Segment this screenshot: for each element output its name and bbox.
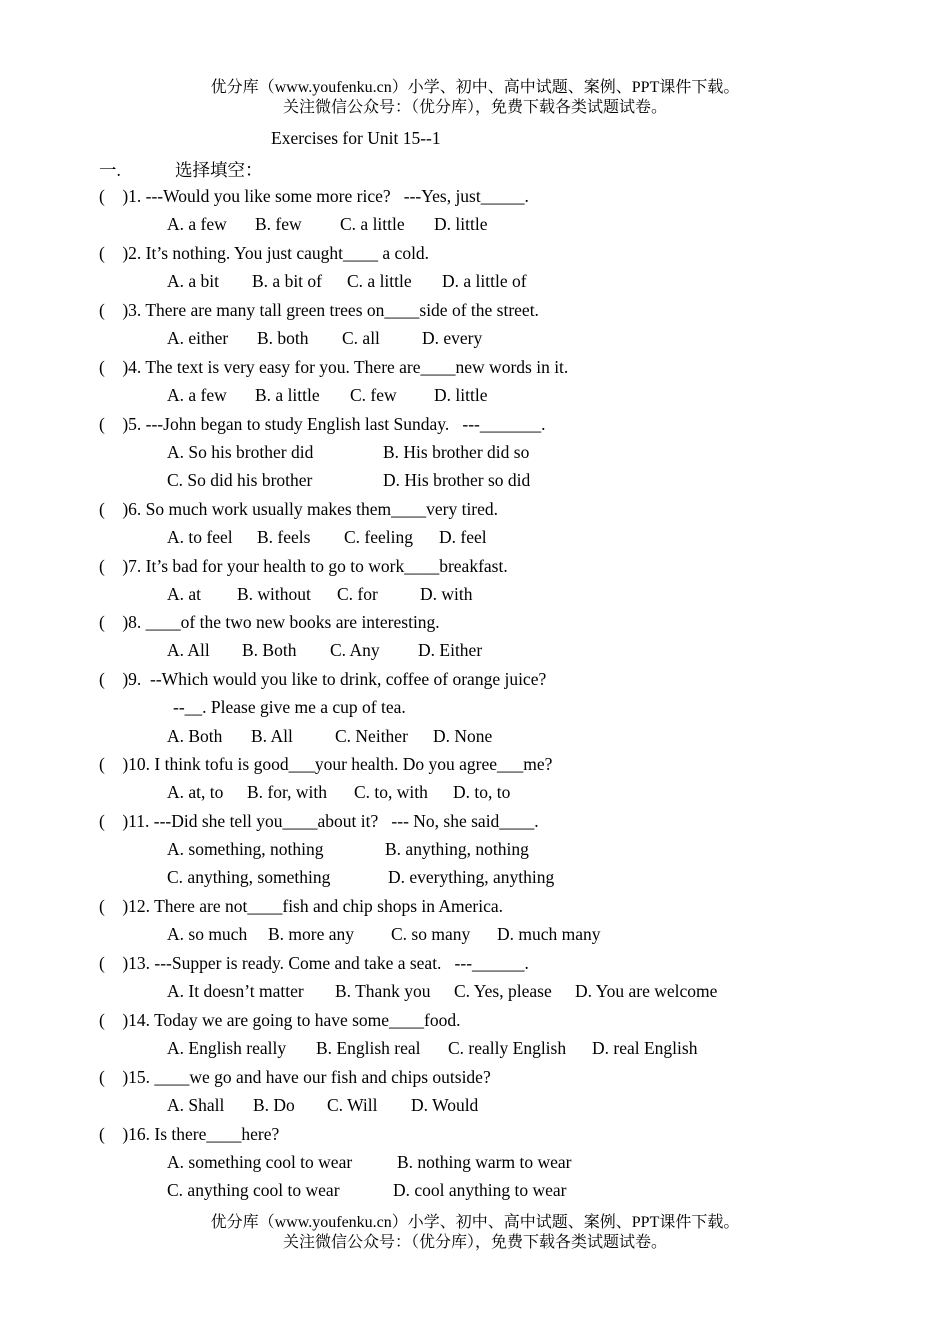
question-1: ( )1. ---Would you like some more rice? ---Yes, just_____. [99, 186, 529, 206]
option-b: B. English real [316, 1038, 421, 1058]
option-d: D. a little of [442, 271, 527, 291]
question-4: ( )4. The text is very easy for you. There are____new words in it. [99, 357, 569, 377]
page-title: Exercises for Unit 15--1 [271, 128, 441, 148]
option-c: C. a little [340, 214, 405, 234]
option-a: A. Shall [167, 1095, 225, 1115]
question-12: ( )12. There are not____fish and chip shops in America. [99, 896, 504, 916]
header-line-1: 优分库（www.youfenku.cn）小学、初中、高中试题、案例、PPT课件下载。 [210, 79, 740, 96]
option-c: C. Neither [335, 726, 408, 746]
question-13: ( )13. ---Supper is ready. Come and take a seat. ---______. [99, 953, 529, 973]
option-d: D. Either [418, 640, 483, 660]
option-a: A. It doesn’t matter [167, 981, 304, 1001]
footer-line-2: 关注微信公众号：（优分库），免费下载各类试题试卷。 [282, 1234, 667, 1251]
option-d: D. cool anything to wear [393, 1180, 567, 1200]
option-d: D. to, to [453, 782, 511, 802]
option-b: B. All [251, 726, 293, 746]
option-c: C. a little [347, 271, 412, 291]
question-9: ( )9. --Which would you like to drink, coffee of orange juice? [99, 669, 547, 689]
option-a: A. something, nothing [167, 839, 324, 859]
option-d: D. everything, anything [388, 867, 555, 887]
option-d: D. with [420, 584, 473, 604]
option-a: A. either [167, 328, 229, 348]
option-b: B. nothing warm to wear [397, 1152, 572, 1172]
question-5: ( )5. ---John began to study English last Sunday. ---_______. [99, 414, 546, 434]
question-15: ( )15. ____we go and have our fish and chips outside? [99, 1067, 491, 1087]
section-label: 选择填空： [175, 160, 263, 180]
footer-line-1: 优分库（www.youfenku.cn）小学、初中、高中试题、案例、PPT课件下载。 [210, 1214, 740, 1231]
option-d: D. little [434, 385, 488, 405]
section-number: 一. [99, 160, 121, 180]
option-b: B. anything, nothing [385, 839, 529, 859]
option-d: D. little [434, 214, 488, 234]
option-d: D. every [422, 328, 483, 348]
option-a: A. to feel [167, 527, 233, 547]
option-c: C. anything, something [167, 867, 331, 887]
question-16: ( )16. Is there____here? [99, 1124, 280, 1144]
option-a: A. something cool to wear [167, 1152, 353, 1172]
option-d: D. feel [439, 527, 487, 547]
option-c: C. few [350, 385, 397, 405]
option-c: C. really English [448, 1038, 567, 1058]
option-d: D. much many [497, 924, 601, 944]
option-c: C. all [342, 328, 380, 348]
section-heading [99, 157, 263, 182]
option-d: D. His brother so did [383, 470, 531, 490]
option-a: A. a few [167, 385, 227, 405]
option-a: A. So his brother did [167, 442, 314, 462]
question-8: ( )8. ____of the two new books are interesting. [99, 612, 440, 632]
option-b: B. for, with [247, 782, 327, 802]
option-b: B. more any [268, 924, 355, 944]
option-c: C. Any [330, 640, 380, 660]
header-line-2: 关注微信公众号：（优分库），免费下载各类试题试卷。 [282, 99, 667, 116]
option-b: B. His brother did so [383, 442, 530, 462]
option-c: C. so many [391, 924, 471, 944]
question-7: ( )7. It’s bad for your health to go to work____breakfast. [99, 556, 508, 576]
option-c: C. Yes, please [454, 981, 552, 1001]
option-c: C. for [337, 584, 378, 604]
option-a: A. a few [167, 214, 227, 234]
option-c: C. feeling [344, 527, 414, 547]
option-c: C. So did his brother [167, 470, 313, 490]
question-9-reply: --__. Please give me a cup of tea. [173, 697, 406, 717]
option-c: C. to, with [354, 782, 428, 802]
option-a: A. All [167, 640, 210, 660]
question-14: ( )14. Today we are going to have some____food. [99, 1010, 461, 1030]
option-a: A. at [167, 584, 202, 604]
question-3: ( )3. There are many tall green trees on____side of the street. [99, 300, 539, 320]
option-b: B. a little [255, 385, 320, 405]
option-b: B. Thank you [335, 981, 431, 1001]
question-2: ( )2. It’s nothing. You just caught____ a cold. [99, 243, 430, 263]
option-a: A. English really [167, 1038, 287, 1058]
option-b: B. a bit of [252, 271, 322, 291]
option-c: C. anything cool to wear [167, 1180, 340, 1200]
option-b: B. feels [257, 527, 311, 547]
option-a: A. at, to [167, 782, 224, 802]
option-b: B. without [237, 584, 311, 604]
option-c: C. Will [327, 1095, 378, 1115]
option-b: B. few [255, 214, 302, 234]
option-b: B. Do [253, 1095, 295, 1115]
question-10: ( )10. I think tofu is good___your health. Do you agree___me? [99, 754, 553, 774]
option-d: D. None [433, 726, 493, 746]
question-6: ( )6. So much work usually makes them____very tired. [99, 499, 499, 519]
option-a: A. so much [167, 924, 248, 944]
option-d: D. Would [411, 1095, 479, 1115]
option-b: B. both [257, 328, 309, 348]
option-a: A. a bit [167, 271, 220, 291]
option-d: D. real English [592, 1038, 698, 1058]
option-d: D. You are welcome [575, 981, 718, 1001]
question-11: ( )11. ---Did she tell you____about it? --- No, she said____. [99, 811, 539, 831]
option-a: A. Both [167, 726, 223, 746]
option-b: B. Both [242, 640, 297, 660]
